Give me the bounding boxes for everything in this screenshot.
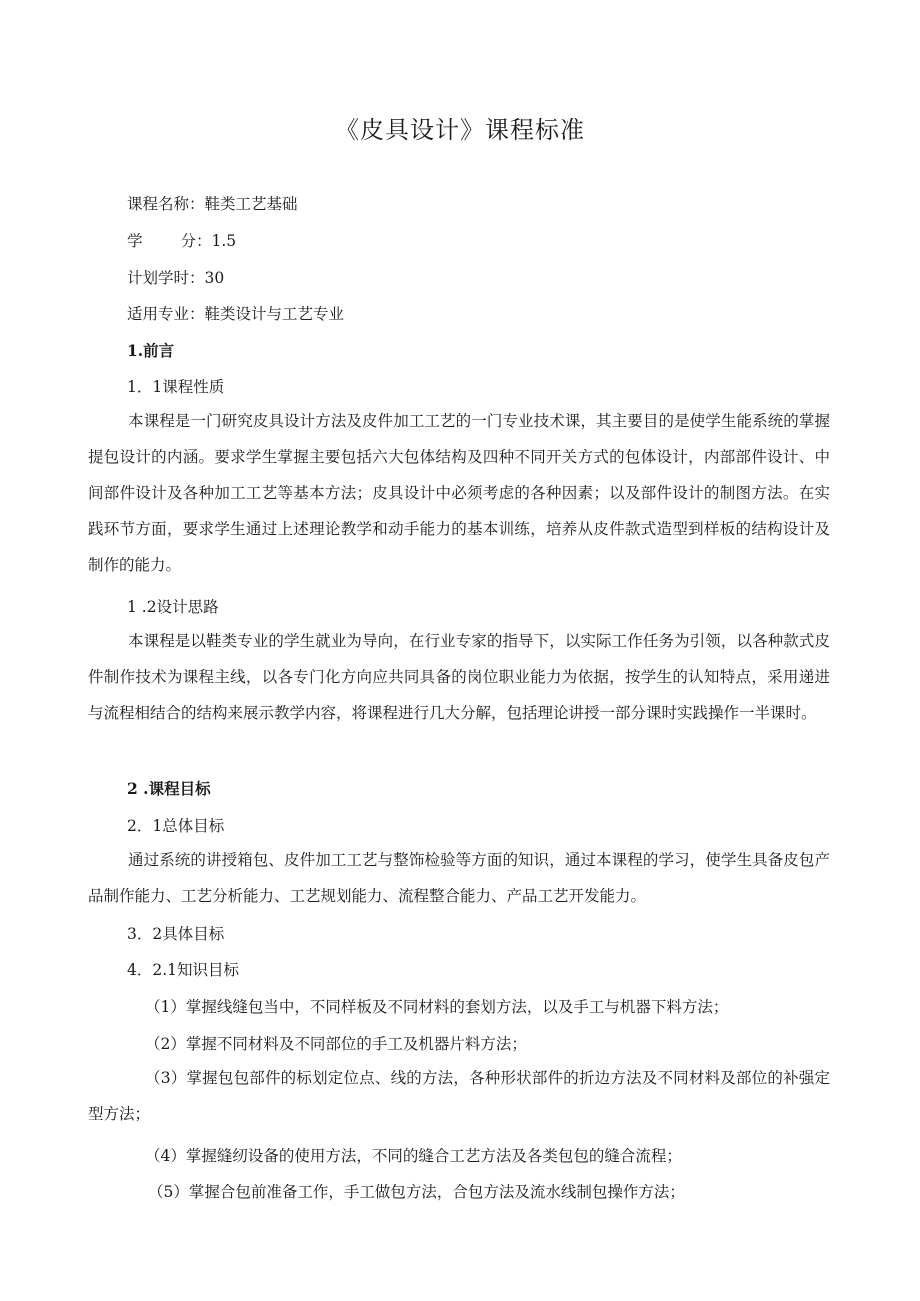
subsection-knowledge-goal: 4．2.1知识目标 — [127, 961, 240, 979]
list-item: （4）掌握缝纫设备的使用方法，不同的缝合工艺方法及各类包包的缝合流程； — [145, 1147, 682, 1165]
course-name: 课程名称：鞋类工艺基础 — [127, 195, 298, 213]
paragraph-overall-goal: 通过系统的讲授箱包、皮件加工工艺与整饰检验等方面的知识，通过本课程的学习，使学生具备皮包产品制作能力、工艺分析能力、工艺规划能力、流程整合能力、产品工艺开发能力。 — [88, 851, 830, 905]
subsection-design-idea: 1 .2设计思路 — [127, 598, 219, 616]
credit-line — [127, 229, 236, 251]
list-item: （5）掌握合包前准备工作，手工做包方法，合包方法及流水线制包操作方法； — [148, 1183, 685, 1201]
applicable-major: 适用专业：鞋类设计与工艺专业 — [127, 305, 345, 323]
subsection-specific-goal: 3．2具体目标 — [127, 925, 225, 943]
list-item: （3）掌握包包部件的标划定位点、线的方法，各种形状部件的折边方法及不同材料及部位的补强定型方法； — [88, 1069, 830, 1123]
list-item: （2）掌握不同材料及不同部位的手工及机器片料方法； — [145, 1035, 527, 1053]
paragraph-design-idea: 本课程是以鞋类专业的学生就业为导向，在行业专家的指导下，以实际工作任务为引领，以各种款式皮件制作技术为课程主线，以各专门化方向应共同具备的岗位职业能力为依据，按学生的认知特点，采用递进与流程相结合的结构来展示教学内容，将课程进行几大分解，包括理论讲授一部分课时实践操作一半课时。 — [88, 632, 830, 722]
credit-label: 学 — [127, 232, 143, 250]
paragraph-course-nature: 本课程是一门研究皮具设计方法及皮件加工工艺的一门专业技术课，其主要目的是使学生能系统的掌握提包设计的内涵。要求学生掌握主要包括六大包体结构及四种不同开关方式的包体设计，内部部件设计、中间部件设计及各种加工工艺等基本方法；皮具设计中必须考虑的各种因素；以及部件设计的制图方法。在实践环节方面，要求学生通过上述理论教学和动手能力的基本训练，培养从皮件款式造型到样板的结构设计及制作的能力。 — [88, 412, 830, 574]
section-heading-preface: 1.前言 — [127, 341, 175, 360]
planned-hours: 计划学时：30 — [127, 269, 225, 287]
document-title: 《皮具设计》课程标准 — [335, 116, 585, 144]
subsection-course-nature: 1．1课程性质 — [127, 378, 225, 396]
list-item: （1）掌握线缝包当中，不同样板及不同材料的套划方法，以及手工与机器下料方法； — [145, 998, 729, 1016]
credit-value: 分：1.5 — [180, 232, 237, 250]
subsection-overall-goal: 2．1总体目标 — [127, 817, 225, 835]
section-heading-course-goals: 2 .课程目标 — [127, 779, 211, 798]
